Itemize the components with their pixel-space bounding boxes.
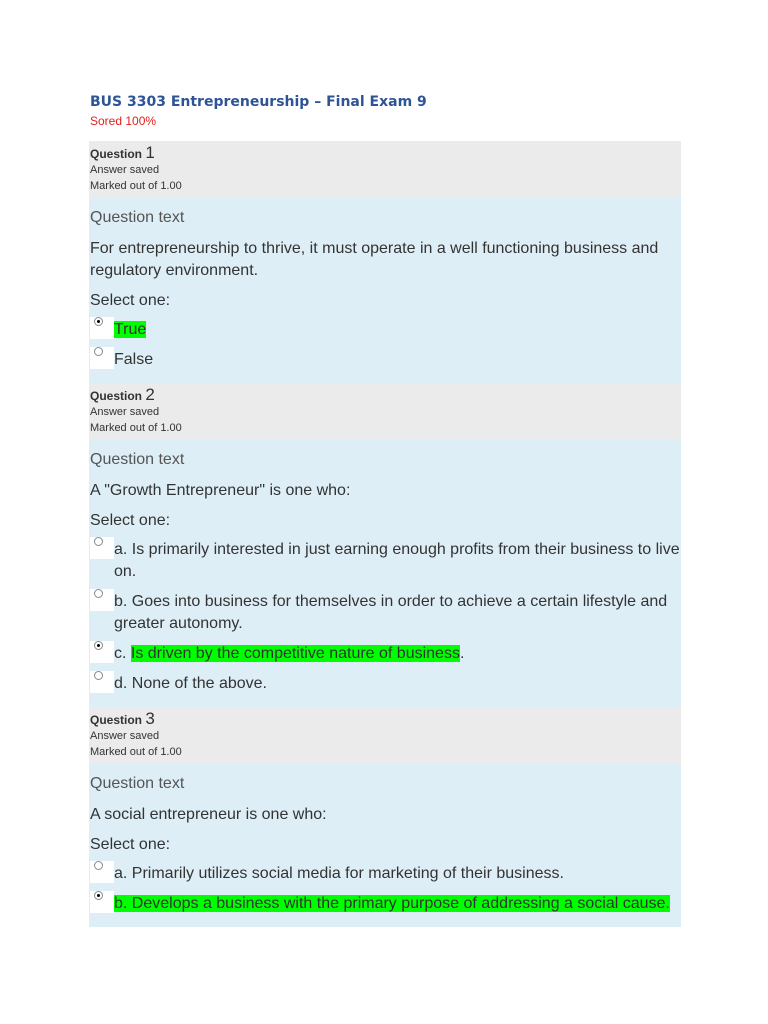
question-content: [89, 440, 681, 707]
question-text-heading: Question text: [90, 775, 185, 792]
question-label: Question: [90, 147, 143, 161]
question-number: [90, 387, 680, 404]
answer-list: [90, 317, 680, 383]
exam-title: BUS 3303 Entrepreneurship – Final Exam 9: [90, 94, 427, 110]
answer-text: False: [114, 351, 154, 368]
radio-button[interactable]: [94, 317, 103, 326]
radio-container: [90, 347, 114, 369]
marked-out-of: Marked out of 1.00: [90, 180, 182, 192]
answer-option[interactable]: [90, 589, 680, 635]
answer-label: [114, 673, 267, 695]
answer-label: [114, 893, 670, 915]
radio-button[interactable]: [94, 537, 103, 546]
question-number-value: 3: [145, 709, 155, 728]
answer-option[interactable]: [90, 317, 680, 341]
answer-status: Answer saved: [90, 164, 160, 176]
answer-list: [90, 861, 680, 927]
question-text-heading: Question text: [90, 451, 185, 468]
radio-button[interactable]: [94, 861, 103, 870]
radio-container: [90, 589, 114, 611]
radio-button[interactable]: [94, 891, 103, 900]
answer-option[interactable]: [90, 347, 680, 371]
marked-out-of: Marked out of 1.00: [90, 746, 182, 758]
answer-option[interactable]: [90, 537, 680, 583]
answer-label: [114, 539, 680, 583]
question-label: Question: [90, 713, 143, 727]
answer-status: Answer saved: [90, 730, 160, 742]
select-one-label: Select one:: [90, 512, 171, 529]
question-number: [90, 711, 680, 728]
radio-container: [90, 891, 114, 913]
exam-document: [89, 93, 681, 927]
radio-container: [90, 671, 114, 693]
answer-text: a. Primarily utilizes social media for marketing of their business.: [114, 865, 564, 882]
answer-label: [114, 643, 464, 665]
answer-option[interactable]: [90, 891, 680, 915]
question-number-value: 1: [145, 143, 155, 162]
radio-container: [90, 641, 114, 663]
select-one-label: Select one:: [90, 836, 171, 853]
answer-text: b. Develops a business with the primary purpose of addressing a social cause.: [114, 895, 670, 912]
question-text: A social entrepreneur is one who:: [90, 806, 327, 823]
answer-suffix: .: [459, 645, 465, 662]
radio-button[interactable]: [94, 589, 103, 598]
radio-button[interactable]: [94, 641, 103, 650]
question-list: [89, 141, 681, 927]
question-content: [89, 198, 681, 383]
answer-label: [114, 349, 153, 371]
answer-list: [90, 537, 680, 707]
question-info: [89, 707, 681, 764]
question-content: [89, 764, 681, 927]
select-one-label: Select one:: [90, 292, 171, 309]
question-text-heading: Question text: [90, 209, 185, 226]
answer-prefix: c.: [114, 645, 131, 662]
exam-score: Sored 100%: [90, 114, 157, 128]
question-number-value: 2: [145, 385, 155, 404]
radio-button[interactable]: [94, 347, 103, 356]
question-info: [89, 141, 681, 198]
radio-container: [90, 317, 114, 339]
answer-text: a. Is primarily interested in just earning enough profits from their business to live on.: [114, 541, 680, 580]
answer-label: [114, 591, 680, 635]
radio-button[interactable]: [94, 671, 103, 680]
answer-text: Is driven by the competitive nature of business: [130, 645, 460, 662]
answer-option[interactable]: [90, 671, 680, 695]
marked-out-of: Marked out of 1.00: [90, 422, 182, 434]
answer-status: Answer saved: [90, 406, 160, 418]
answer-text: b. Goes into business for themselves in order to achieve a certain lifestyle and greater autonomy.: [114, 593, 668, 632]
answer-label: [114, 863, 564, 885]
answer-text: d. None of the above.: [114, 675, 267, 692]
answer-option[interactable]: [90, 861, 680, 885]
question-info: [89, 383, 681, 440]
answer-text: True: [114, 321, 147, 338]
answer-option[interactable]: [90, 641, 680, 665]
question-number: [90, 145, 680, 162]
question-text: For entrepreneurship to thrive, it must operate in a well functioning business and regulatory environment.: [90, 240, 659, 279]
radio-container: [90, 537, 114, 559]
question-label: Question: [90, 389, 143, 403]
radio-container: [90, 861, 114, 883]
answer-label: [114, 319, 146, 341]
question-text: A "Growth Entrepreneur" is one who:: [90, 482, 351, 499]
